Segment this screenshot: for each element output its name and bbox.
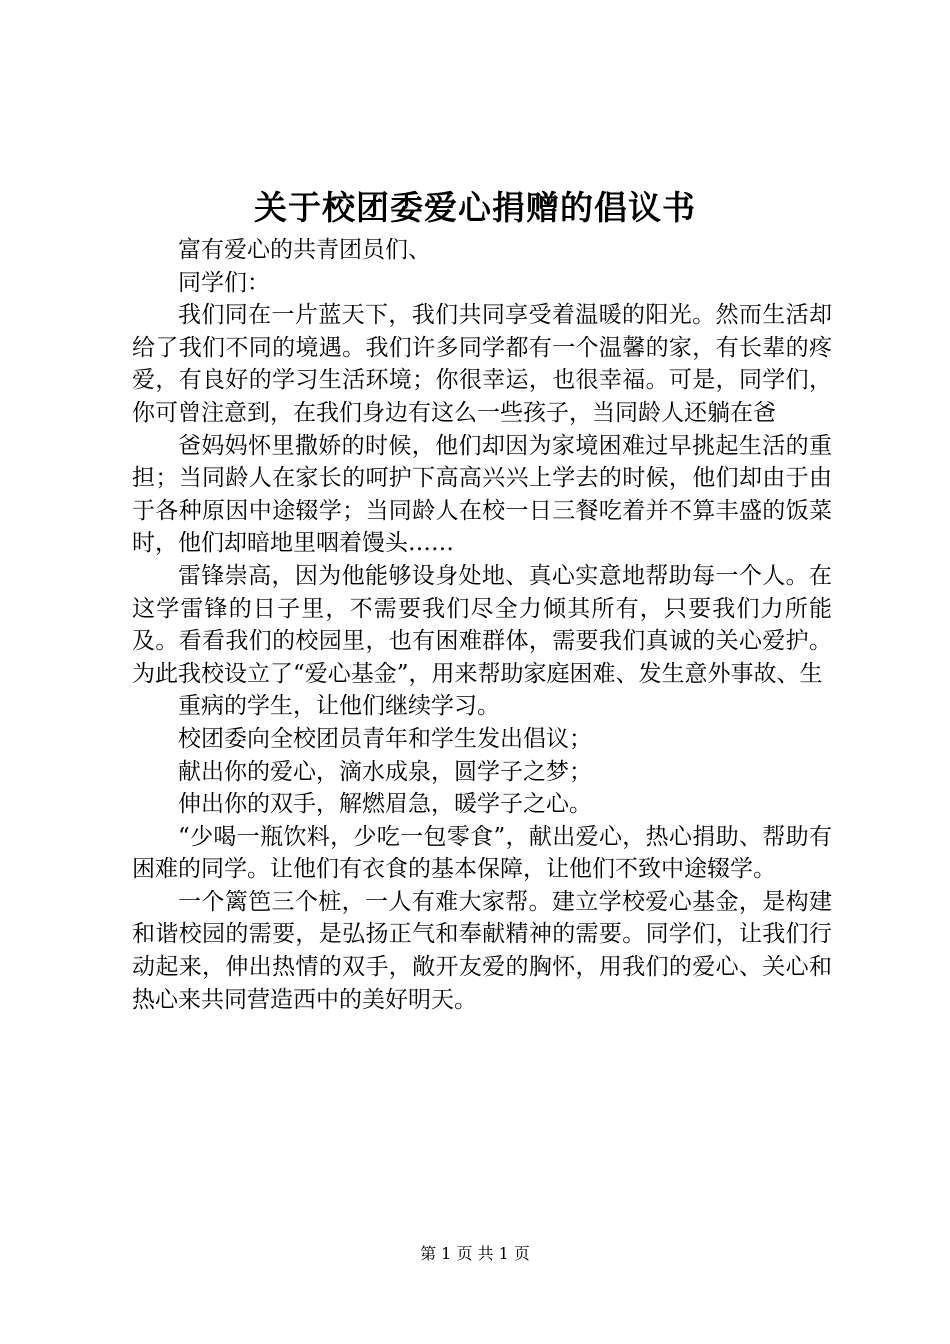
paragraph: 一个篱笆三个桩，一人有难大家帮。建立学校爱心基金，是构建和谐校园的需要，是弘扬正气和奉献精神的需要。同学们，让我们行动起来，伸出热情的双手，敞开友爱的胸怀，用我们的爱心、关心和热心来共同营造西中的美好明天。 [132,888,832,1013]
paragraph: 校团委向全校团员青年和学生发出倡议； [178,725,592,752]
paragraph: 献出你的爱心，滴水成泉，圆学子之梦； [178,758,592,785]
paragraph: 雷锋崇高，因为他能够设身处地、真心实意地帮助每一个人。在这学雷锋的日子里，不需要我们尽全力倾其所有，只要我们力所能及。看看我们的校园里，也有困难群体，需要我们真诚的关心爱护。为此我校设立了“爱心基金”，用来帮助家庭困难、发生意外事故、生 [132,562,832,687]
document-body [132,234,832,1016]
paragraph: 伸出你的双手，解燃眉急，暖学子之心。 [178,791,592,818]
page-number: 第 1 页 共 1 页 [420,1244,530,1263]
salutation-line-2: 同学们： [178,269,270,296]
document-title: 关于校团委爱心捐赠的倡议书 [254,188,696,227]
paragraph: “少喝一瓶饮料，少吃一包零食”，献出爱心，热心捐助、帮助有困难的同学。让他们有衣食的基本保障，让他们不致中途辍学。 [132,823,832,883]
paragraph: 爸妈妈怀里撒娇的时候，他们却因为家境困难过早挑起生活的重担；当同龄人在家长的呵护下高高兴兴上学去的时候，他们却由于由于各种原因中途辍学；当同龄人在校一日三餐吃着并不算丰盛的饭菜时，他们却暗地里咽着馒头…… [132,432,832,557]
salutation-line-1: 富有爱心的共青团员们、 [178,237,431,263]
paragraph: 重病的学生，让他们继续学习。 [178,693,500,720]
paragraph: 我们同在一片蓝天下，我们共同享受着温暖的阳光。然而生活却给了我们不同的境遇。我们许多同学都有一个温馨的家，有长辈的疼爱，有良好的学习生活环境；你很幸运，也很幸福。可是，同学们，你可曾注意到，在我们身边有这么一些孩子，当同龄人还躺在爸 [132,302,832,426]
